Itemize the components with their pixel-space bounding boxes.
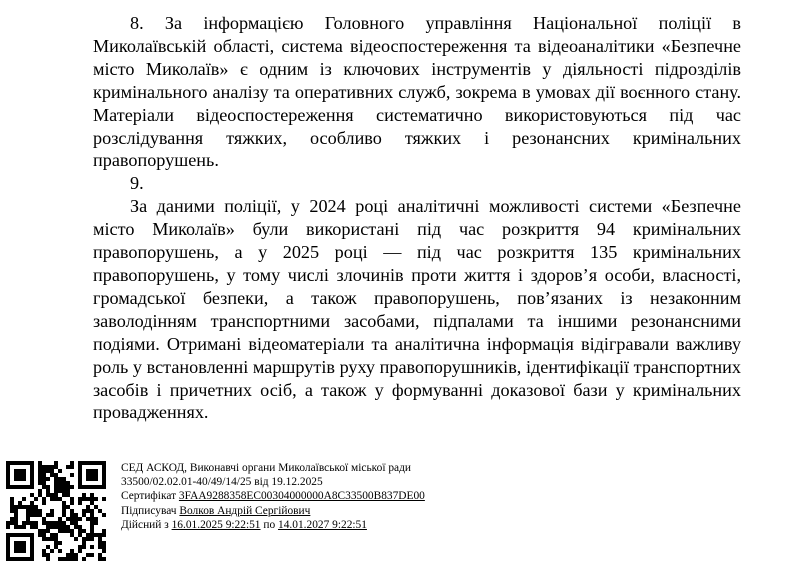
signature-validity: [121, 518, 425, 532]
valid-label: Дійсний з: [121, 518, 169, 531]
certificate-value: 3FAA9288358EC00304000000A8C33500B837DE00: [178, 490, 425, 503]
qr-code: [6, 461, 106, 561]
e-signature-block: [121, 461, 425, 532]
signer-value: Волков Андрій Сергійович: [179, 504, 311, 517]
valid-from: 16.01.2025 9:22:51: [171, 518, 261, 531]
paragraph-8: 8. За інформацією Головного управління Національної поліції в Миколаївській області, система відеоспостереження та відеоаналітики «Безпечне місто Миколаїв» є одним із ключових інструментів у діяльності підрозділів кримінального аналізу та оперативних служб, зокрема в умовах дії воєнного стану. Матеріали відеоспостереження систематично використовуються під час розслідування тяжких, особливо тяжких і резонансних кримінальних правопорушень.: [93, 13, 741, 171]
signature-reg-number: 33500/02.02.01-40/49/14/25 від 19.12.2025: [121, 476, 323, 489]
signature-system: СЕД АСКОД, Виконавчі органи Миколаївської міської ради: [121, 462, 411, 474]
document-body: [93, 12, 741, 424]
certificate-label: Сертифікат: [121, 490, 177, 503]
paragraph-9-number: 9.: [130, 173, 144, 194]
valid-mid: по: [263, 518, 276, 531]
signature-certificate: [121, 489, 425, 503]
signer-label: Підписувач: [121, 504, 177, 517]
paragraph-9: За даними поліції, у 2024 році аналітичні можливості системи «Безпечне місто Миколаїв» були використані під час розкриття 94 кримінальних правопорушень, а у 2025 році — під час розкриття 135 кримінальних правопорушень, у тому числі злочинів проти життя і здоров’я особи, власності, громадської безпеки, а також правопорушень, пов’язаних із незаконним заволодінням транспортними засобами, підпалами та іншими резонансними подіями. Отримані відеоматеріали та аналітична інформація відігравали важливу роль у встановленні маршрутів руху правопорушників, ідентифікації транспортних засобів і причетних осіб, а також у формуванні доказової бази у кримінальних провадженнях.: [93, 196, 741, 423]
signature-signer: [121, 504, 425, 518]
valid-to: 14.01.2027 9:22:51: [278, 518, 367, 531]
